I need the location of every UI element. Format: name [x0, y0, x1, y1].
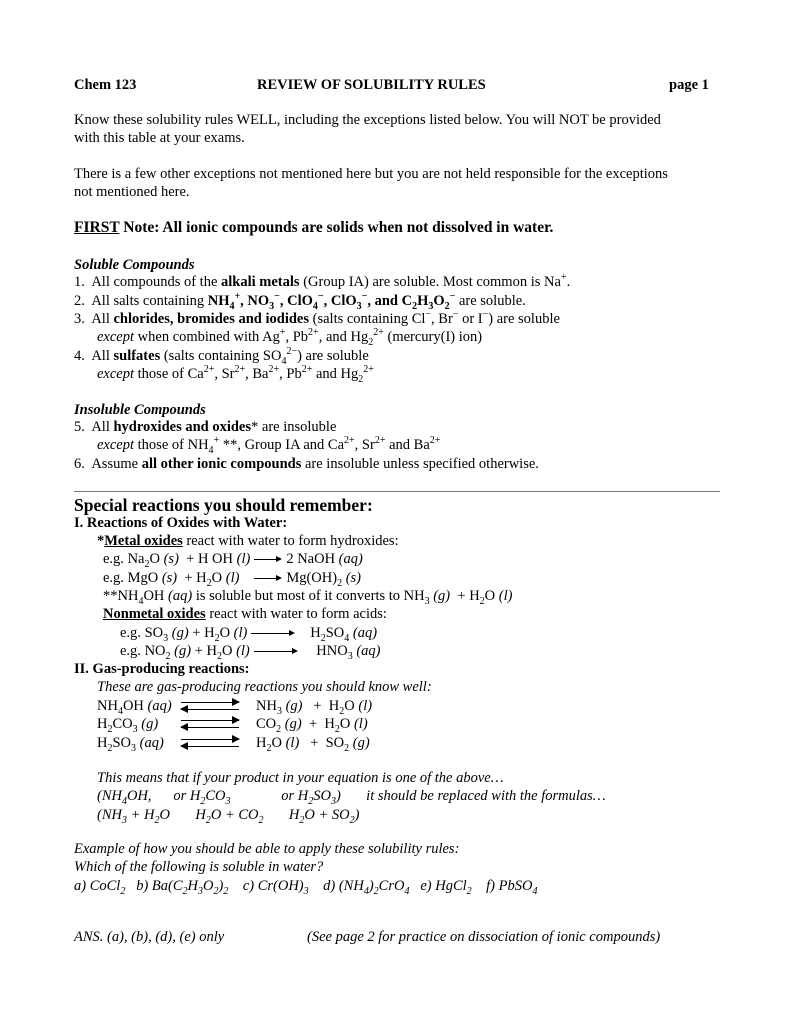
gas-reaction-1-left: $NH_4OH$ (aq) [97, 698, 172, 717]
course-code: Chem 123 [74, 77, 137, 93]
gas-reaction-1-right: $NH_3$ $(g) + H_2O$ (l) [256, 698, 373, 717]
page-number: page 1 [669, 77, 709, 93]
rule-5: 5. All hydroxides and oxides* are insoluble [74, 419, 337, 435]
means-formulas: ($NH_3 + H_2O$ $H_2O + CO_2$ $H_2O + SO_2$) [97, 807, 360, 826]
equilibrium-arrow-icon [181, 736, 239, 750]
section-gas-heading: II. Gas-producing reactions: [74, 661, 250, 677]
metal-oxide-example-2: e.g. MgO $(s) + H_2O$ (l) $Mg(OH)_2$ (s) [103, 570, 362, 589]
nonmetal-oxides-line: Nonmetal oxides react with water to form acids: [103, 606, 387, 622]
example-question: Which of the following is soluble in water? [74, 859, 324, 875]
right-arrow-icon [254, 555, 282, 565]
means-compounds: ($NH_4OH$, or $H_2CO_3$ or $H_2SO_3$) it should be replaced with the formulas… [97, 788, 606, 807]
gas-reaction-2-left: $H_2CO_3$ (g) [97, 716, 159, 735]
right-arrow-icon [254, 574, 282, 584]
example-line: Example of how you should be able to apply these solubility rules: [74, 841, 460, 857]
intro-line: with this table at your exams. [74, 130, 245, 146]
answer: ANS. (a), (b), (d), (e) only [74, 929, 225, 945]
rule-1: 1. All compounds of the alkali metals (Group IA) are soluble. Most common is Na+. [74, 272, 571, 290]
gas-reaction-3-right: $H_2O$ $(l) + SO_2$ (g) [256, 735, 370, 754]
rule-4-exception: except those of $Ca^{2+}$, $Sr^{2+}$, $Ba^{2+}$, $Pb^{2+}$ and $Hg_2^{2+}$ [97, 364, 374, 385]
metal-oxide-example-1: e.g. $Na_2O$ (s) + H OH (l) 2 NaOH (aq) [103, 551, 363, 570]
nonmetal-oxide-example-2: e.g. $NO_2$ $(g) + H_2O$ (l) $HNO_3$ (aq) [120, 643, 381, 662]
gas-intro: These are gas-producing reactions you should know well: [97, 679, 432, 695]
example-choices: a) CoCl$_2$ b) $Ba(C_2H_3O_2)_2$ c) $Cr(OH)_3$ d) $(NH_4)_2CrO_4$ e) HgCl$_2$ f) PbSO$_4$ [74, 878, 538, 897]
intro-line: Know these solubility rules WELL, including the exceptions listed below. You will NOT be provided [74, 112, 661, 128]
section-divider [74, 491, 720, 492]
special-heading: Special reactions you should remember: [74, 495, 373, 515]
rule-4: 4. All sulfates (salts containing $SO_4^{2-}$) are soluble [74, 346, 369, 367]
rule-6: 6. Assume all other ionic compounds are insoluble unless specified otherwise. [74, 456, 539, 472]
see-page-note: (See page 2 for practice on dissociation of ionic compounds) [307, 929, 661, 945]
gas-reaction-3-left: $H_2SO_3$ (aq) [97, 735, 164, 754]
rule-5-exception: except those of $NH_4^+$ **, Group IA and $Ca^{2+}$, $Sr^{2+}$ and $Ba^{2+}$ [97, 435, 441, 456]
page-title: REVIEW OF SOLUBILITY RULES [257, 77, 486, 93]
rule-3: 3. All chlorides, bromides and iodides (salts containing Cl−, Br− or I−) are soluble [74, 309, 560, 327]
first-note: FIRST Note: All ionic compounds are solids when not dissolved in water. [74, 219, 554, 236]
soluble-heading: Soluble Compounds [74, 257, 195, 273]
means-line: This means that if your product in your equation is one of the above… [97, 770, 504, 786]
gas-reaction-2-right: $CO_2$ $(g) + H_2O$ (l) [256, 716, 368, 735]
intro-line: There is a few other exceptions not mentioned here but you are not held responsible for the exceptions [74, 166, 668, 182]
rule-2: 2. All salts containing $NH_4^+$, $NO_3^-$, ClO$_4$−, ClO$_3$−, and $C_2H_3O_2^-$ are soluble. [74, 291, 526, 312]
right-arrow-icon [254, 647, 298, 657]
section-oxides-heading: I. Reactions of Oxides with Water: [74, 515, 288, 531]
nh4oh-note: $**NH_4OH$ (aq) is soluble but most of it converts to $NH_3$ $(g) + H_2O$ (l) [103, 588, 513, 607]
intro-line: not mentioned here. [74, 184, 190, 200]
equilibrium-arrow-icon [181, 717, 239, 731]
rule-3-exception: except when combined with Ag+, $Pb^{2+}$, and $Hg_2^{2+}$ (mercury(I) ion) [97, 327, 483, 348]
nonmetal-oxide-example-1: e.g. $SO_3$ $(g) + H_2O$ (l) $H_2SO_4$ (aq) [120, 625, 378, 644]
insoluble-heading: Insoluble Compounds [74, 402, 206, 418]
equilibrium-arrow-icon [181, 699, 239, 713]
metal-oxides-line: *Metal oxides react with water to form hydroxides: [97, 533, 399, 549]
right-arrow-icon [251, 629, 295, 639]
